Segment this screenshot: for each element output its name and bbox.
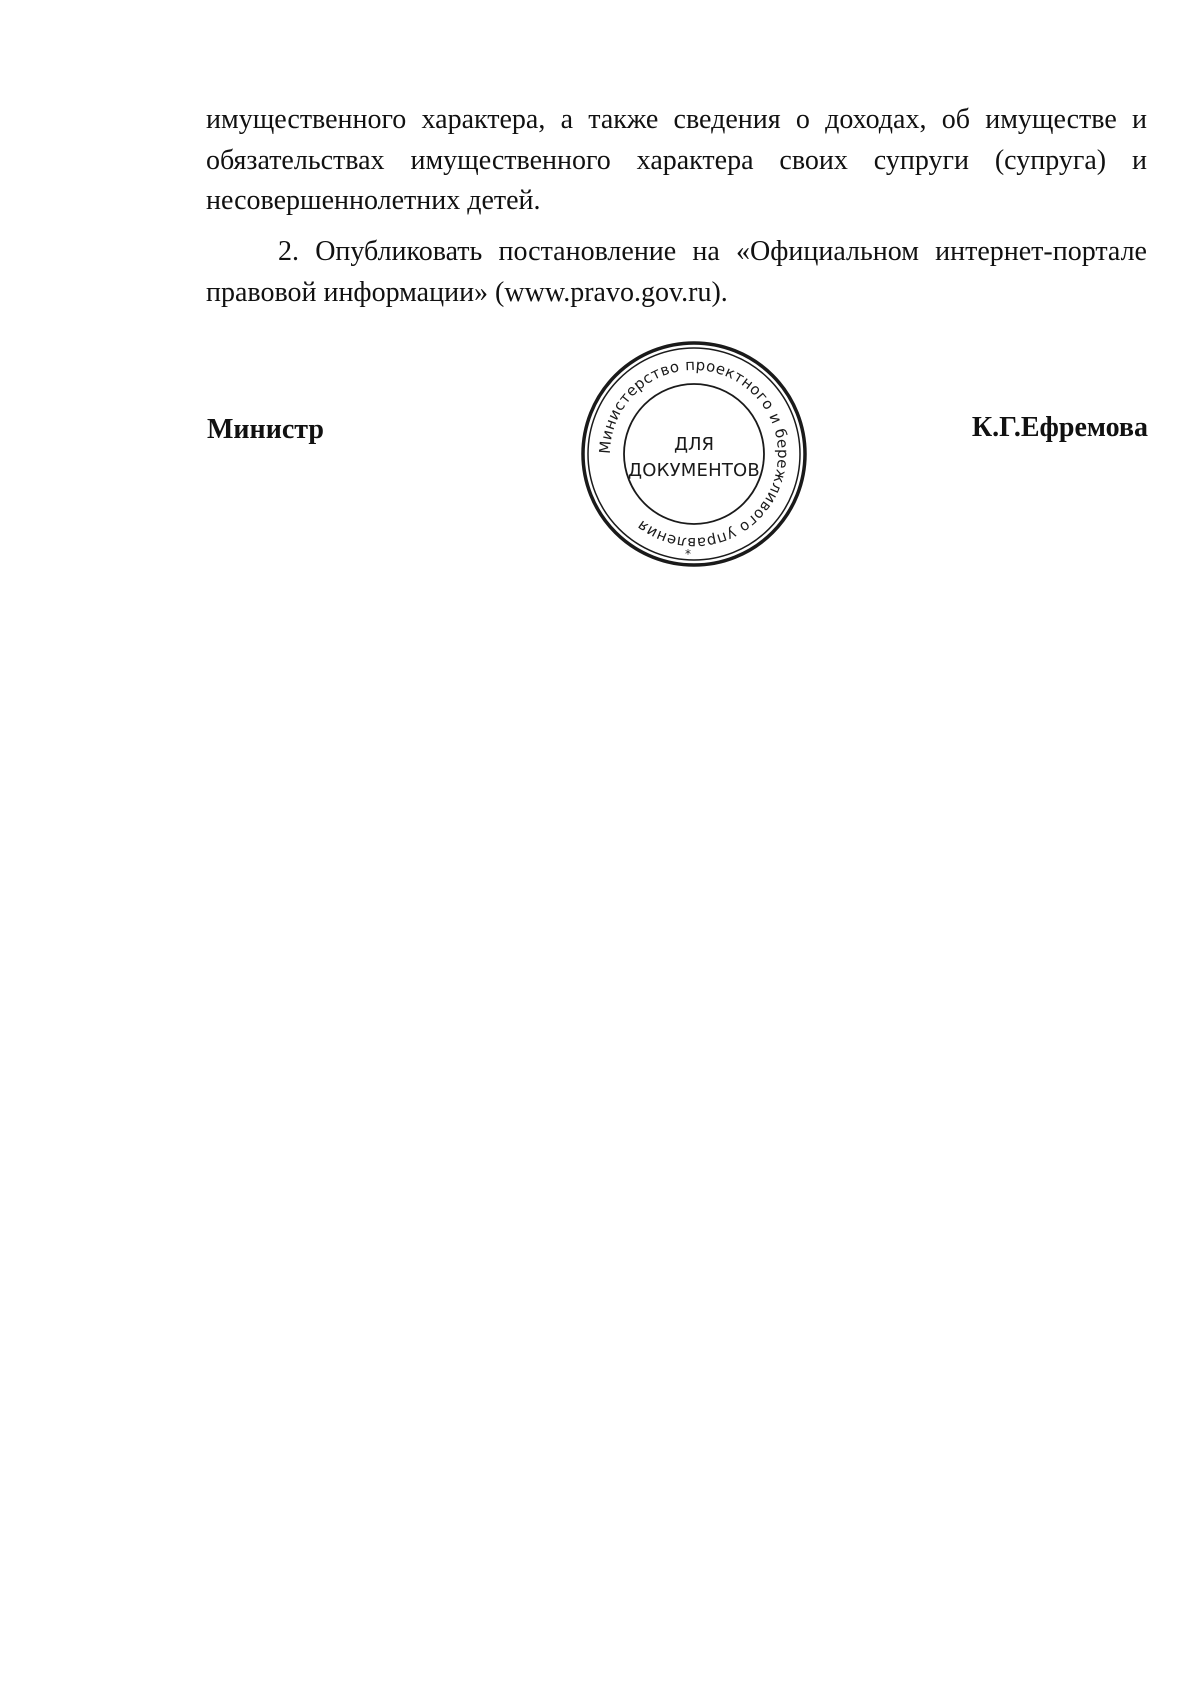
signatory-name: К.Г.Ефремова [971, 412, 1148, 443]
paragraph-2 [206, 232, 1147, 313]
stamp-center-line-1: ДЛЯ [673, 434, 715, 455]
official-stamp [578, 338, 810, 570]
signatory-title: Министр [207, 414, 324, 445]
stamp-star: * [685, 547, 691, 561]
paragraph-continued [206, 100, 1147, 222]
text-line: имущественного характера, а также сведения о доходах, об имуществе и [206, 104, 1147, 135]
stamp-ring-text: Министерство проектного и бережливого управления [595, 355, 793, 553]
text-line: правовой информации» (www.pravo.gov.ru). [206, 276, 728, 308]
text-line: 2. Опубликовать постановление на «Официальном интернет-портале [278, 236, 1147, 267]
text-line: несовершеннолетних детей. [206, 185, 541, 216]
text-line: обязательствах имущественного характера своих супруги (супруга) и [206, 144, 1147, 176]
stamp-center-line-2: ДОКУМЕНТОВ [628, 460, 760, 481]
